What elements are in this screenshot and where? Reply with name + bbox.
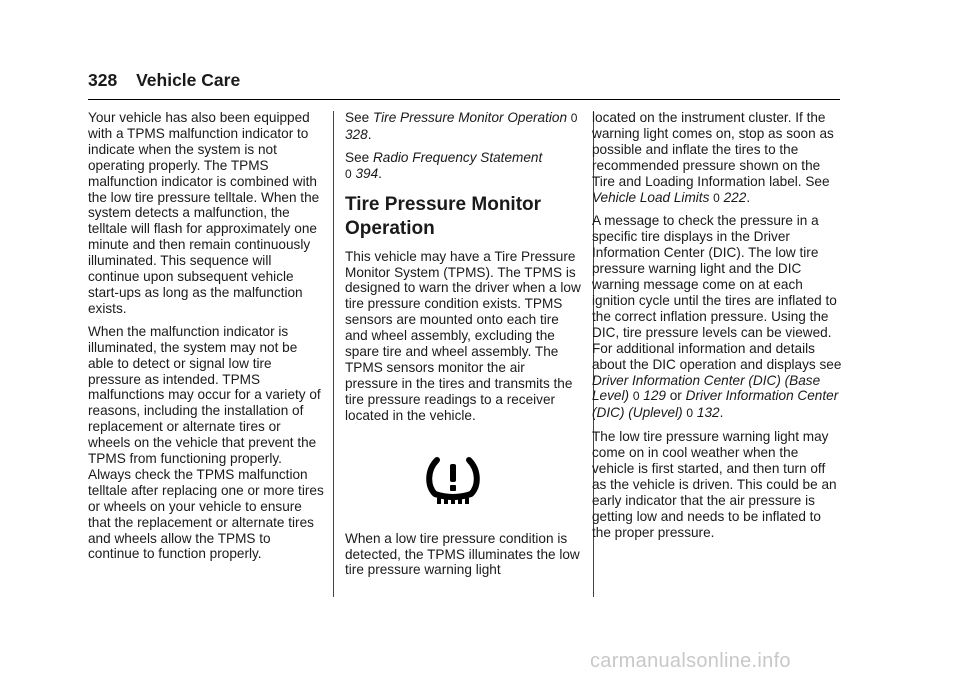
- paragraph: Your vehicle has also been equipped with a TPMS malfunction indicator to indicate when the system is not operating properly. The TPMS malfunction indicator is combined with the low tire pressure telltale. When the system detects a malfunction, the telltale will flash for approximately one minute and then remain continuously illuminated. This sequence will continue upon subsequent vehicle start-ups as long as the malfunction exists.: [88, 110, 320, 316]
- section-heading: Tire Pressure Monitor Operation: [345, 193, 542, 239]
- column-3: [592, 110, 842, 548]
- header-rule: [88, 99, 840, 100]
- icon-container: [345, 431, 581, 531]
- see-reference: See Tire Pressure Monitor Operation 0 328.: [345, 110, 578, 142]
- page-reference[interactable]: 328: [345, 126, 368, 142]
- page-reference[interactable]: 129: [643, 388, 666, 404]
- page-reference[interactable]: 132: [696, 405, 720, 421]
- cross-reference-link[interactable]: Tire Pressure Monitor Operation: [372, 110, 568, 125]
- cross-reference-link[interactable]: Driver Information Center (DIC) (Base Level): [592, 372, 821, 404]
- see-reference: See Radio Frequency Statement 0 394.: [345, 149, 543, 181]
- page-reference[interactable]: 222: [723, 189, 747, 205]
- paragraph: When the malfunction indicator is illuminated, the system may not be able to detect or signal low tire pressure as intended. TPMS malfunctions may occur for a variety of reasons, including the installation of replacement or alternate tires or wheels on the vehicle that prevent the TPMS from functioning properly. Always check the TPMS malfunction telltale after replacing one or more tires or wheels on your vehicle to ensure that the replacement or alternate tires and wheels allow the TPMS to continue to function properly.: [88, 323, 324, 562]
- page-ref-arrow-icon: 0: [345, 166, 352, 181]
- paragraph: This vehicle may have a Tire Pressure Monitor System (TPMS). The TPMS is designed to warn the driver when a low tire pressure condition exists. TPMS sensors are mounted onto each tire and wheel assembly, excluding the spare tire and wheel assembly. The TPMS sensors monitor the air pressure in the tires and transmits the tire pressure readings to a receiver located in the vehicle.: [345, 248, 581, 423]
- paragraph: A message to check the pressure in a specific tire displays in the Driver Information Center (DIC). The low tire pressure warning light and the DIC warning message come on at each ignition cycle until the tires are inflated to the correct inflation pressure. Using the DIC, tire pressure levels can be viewed. For additional information and details about the DIC operation and displays see Driver Information Center (DIC) (Base Level) 0 129 or Driver Information Center (DIC) (Uplevel) 0 132.: [592, 213, 842, 421]
- page-ref-arrow-icon: 0: [570, 111, 578, 125]
- paragraph: The low tire pressure warning light may come on in cool weather when the vehicle is first started, and then turn off as the vehicle is driven. This could be an early indicator that the air pressure is getting low and needs to be inflated to the proper pressure.: [592, 429, 837, 540]
- page-ref-arrow-icon: 0: [686, 406, 694, 421]
- cross-reference-link[interactable]: Vehicle Load Limits: [592, 189, 710, 205]
- cross-reference-link[interactable]: Driver Information Center (DIC) (Uplevel): [592, 388, 839, 421]
- page-ref-arrow-icon: 0: [713, 190, 720, 205]
- cross-reference-link[interactable]: Radio Frequency Statement: [372, 149, 543, 165]
- paragraph: located on the instrument cluster. If the warning light comes on, stop as soon as possible and inflate the tires to the recommended pressure shown on the Tire and Loading Information label. See Vehicle Load Limits 0 222.: [592, 110, 834, 205]
- watermark: carmanualsonline.info: [590, 650, 791, 672]
- column-1: [88, 110, 324, 569]
- column-2: [345, 110, 581, 585]
- low-tire-pressure-warning-icon: [425, 456, 481, 506]
- column-divider: [333, 111, 334, 597]
- page-header: [88, 70, 240, 91]
- page-reference[interactable]: 394: [355, 165, 379, 181]
- page-ref-arrow-icon: 0: [632, 389, 640, 404]
- section-title: Vehicle Care: [136, 70, 241, 90]
- paragraph: When a low tire pressure condition is detected, the TPMS illuminates the low tire pressure warning light: [345, 530, 580, 578]
- page-number: 328: [88, 70, 118, 90]
